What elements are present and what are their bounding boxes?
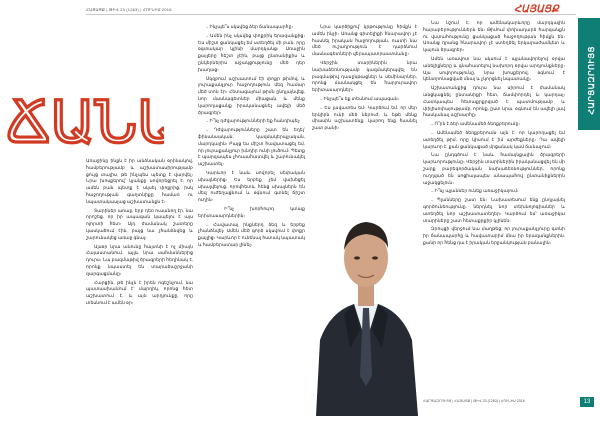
column-paragraph: – Ամենամեծ ձեռքբերումս այն է, որ կարողացել եմ ստեղծել թիմ, որը կիսում է իմ արժեքները։ Դա ավելի կարևոր է, քան ցանկացած մրցանակ կամ ճանաչում։	[423, 129, 565, 149]
article-column-4	[423, 20, 565, 400]
page-header	[86, 7, 576, 16]
column-paragraph: Այսօր նրա անունը հայտնի է ոչ միայն Հայաստանում, այլև նրա սահմաններից դուրս։ Նա բազմաթիվ ծրագրերի հեղինակ է, որոնք նպաստել են տարածաշրջանի զարգացմանը։	[86, 243, 193, 276]
page-number: 13	[580, 397, 594, 407]
column-paragraph: Կարևոր է նաև սովորել սեփական սխալներից։ Ես երբեք չեմ վախեցել սխալվելուց, որովհետև հենց սխալներն են մեզ ուժեղացնում և օգնում գտնել ճիշտ ուղին։	[198, 169, 305, 203]
header-text: ՀԱՅԱՑՔ | ԹԻՎ 23 (1263) | ՀՈՒՆԻՍ 2016	[86, 7, 172, 12]
column-paragraph: Նա նշում է, որ ամենակարևորը մարդկային հարաբերություններն են։ Թիմում փոխադարձ հարգանքն ու վստահությունը ցանկացած հաջողության հիմքն են։ Առանց դրանց հնարավոր չէ ստեղծել երկարաժամկետ և կայուն ծրագրեր։	[423, 20, 565, 53]
section-tab	[578, 18, 600, 130]
column-paragraph: – Ինչպե՞ս եք տեսնում ապագան։	[320, 95, 400, 101]
column-paragraph: Տարիներ առաջ, երբ դեռ ուսանող էր, նա որոշեց, որ իր ապագան կապելու է այս ոլորտի հետ։ Այդ ժամանակ շատերը կասկածում էին, բայց նա չհանձնվեց և շարունակեց առաջ գնալ։	[86, 207, 193, 240]
column-paragraph: Նրա կարծիքով՝ կրթությունը հիմքն է ամեն ինչի։ Առանց գիտելիքի հնարավոր չէ հասնել իրական հաջողության, ուստի նա մեծ ուշադրություն է դարձնում մասնագետների վերապատրաստմանը։	[312, 24, 417, 57]
magazine-logo: ՀԱՅԱՑՔ	[514, 4, 559, 15]
column-paragraph: Առաջինը ինքն է իր անձնական օրինակով, համբերությամբ և աշխատասիրությամբ ցույց տալիս, թե ինչպես պետք է վարվել։ Նրա խոսքերով՝ կյանքը սովորեցրել է, որ ամեն բան պետք է սկսել փոքրից, իսկ հաջողության գաղտնիքը համառ ու նպատակասլաց աշխատանքն է։	[86, 158, 193, 204]
article-column-2	[198, 24, 305, 416]
column-paragraph: Ամեն առավոտ նա սկսում է պլանավորելով օրվա անելիքները և գնահատելով նախորդ օրվա արդյունքները։ Այս սովորությունը, նրա խոսքերով, օգնում է կենտրոնացված մնալ և չկորցնել նպատակը։	[423, 55, 565, 82]
column-paragraph: Զրույցի վերջում նա մաղթեց, որ յուրաքանչյուրը գտնի իր ճանապարհը և հավատարիմ մնա իր երազանքներին, քանի որ հենց դա է իրական երջանկության բանալին։	[423, 226, 565, 245]
column-paragraph: – Դժվարությունները շատ են եղել՝ ֆինանսական, կազմակերպչական, մարդկային։ Բայց ես միշտ հավատացել եմ, որ յուրաքանչյուր խնդիր ունի լուծում։ Պետք է պարզապես չհուսահատվել և շարունակել աշխատել։	[198, 127, 305, 167]
section-tab-label: ՀԱՐՑԱԶՐՈՒՅՑ	[587, 46, 596, 115]
header-rule	[86, 14, 576, 15]
column-paragraph: Աշխատանքից դուրս նա սիրում է ժամանակ անցկացնել ընտանիքի հետ, ճամփորդել և կարդալ։ Հատկապես հետաքրքրված է պատմությամբ և փիլիսոփայությամբ, որոնք, ըստ նրա, օգնում են ավելի լավ հասկանալ աշխարհը։	[423, 85, 565, 118]
column-paragraph: – Ամեն ինչ սկսվեց փոքրիկ երազանքից։ Ես միշտ ցանկացել եմ ստեղծել մի բան, որը օգտակար կլինի մարդկանց։ Առաջին քայլերը հեշտ չէին, բայց ընտանիքիս և ընկերներիս աջակցությունը մեծ դեր խաղաց։	[198, 32, 305, 72]
column-paragraph: – Ի՞նչ դժվարությունների եք հանդիպել։	[206, 118, 301, 124]
column-paragraph: Սկզբում աշխատում էի փոքր թիմով, և յուրաքանչյուր հաջողություն մեզ համար մեծ տոն էր։ Հետագայում թիմն ընդլայնվեց, նոր մասնագետներ միացան, և մենք կարողացանք իրականացնել ավելի մեծ ծրագրեր։	[198, 75, 305, 115]
column-paragraph: Նա ընդգծում է նաև համայնքային ծրագրերի կարևորությունը։ Վերջին տարիներին իրականացվել են մի շարք բարեգործական նախաձեռնություններ, որոնք ուղղված են սոցիալապես անապահով ընտանիքներին աջակցելուն։	[423, 152, 565, 185]
column-paragraph: – Հավատալ ինքներդ ձեզ և երբեք չհանձնվել։ Ամեն մեծ գործ սկսվում է փոքր քայլից։ Կարևոր է ունենալ հստակ նպատակ և համբերատար լինել։	[198, 221, 305, 247]
portrait-photo	[310, 180, 422, 416]
page-footer: ՀԱՐՑԱԶՐՈՒՅՑ | ՀԱՅԱՑՔ | ԹԻՎ 23 (1263) | ՀՈՒՆԻՍ 2016	[423, 399, 525, 403]
column-paragraph: – Ի՞նչ խորհուրդ կտաք երիտասարդներին։	[198, 205, 305, 218]
column-paragraph: Հարցին, թե ինչն է իրեն ոգեշնչում, նա պատասխանում է՝ մարդիկ, որոնց հետ աշխատում է, և այն արդյունքը, որը տեսնում է ամեն օր։	[86, 279, 193, 305]
column-paragraph: – Ո՞րն է ձեր ամենամեծ ձեռքբերումը։	[431, 121, 521, 127]
column-paragraph: – Ի՞նչ պլաններ ունեք առաջիկայում։	[431, 188, 519, 194]
title-graphic	[4, 46, 164, 166]
column-paragraph: – Ինչպե՞ս սկսվեց ձեր ճանապարհը։	[206, 24, 294, 29]
title-text: ՃԱՆԱ	[6, 90, 164, 155]
column-paragraph: – Ես լավատես եմ։ Կարծում եմ, որ մեր երկիրն ունի մեծ ներուժ, և եթե մենք միասին աշխատենք, կարող ենք հասնել շատ բանի։	[312, 104, 417, 131]
column-paragraph: Վերջին տարիներին նրա նախաձեռնությամբ կազմակերպվել են բազմաթիվ դասընթացներ և սեմինարներ, որոնց մասնակցել են հարյուրավոր երիտասարդներ։	[312, 59, 417, 93]
portrait-illustration	[310, 180, 422, 416]
article-column-1	[86, 158, 193, 416]
column-paragraph: – Պլանները շատ են։ Նախատեսում ենք ընդլայնել գործունեությունը, ներդնել նոր տեխնոլոգիաներ և ստեղծել նոր աշխատատեղեր։ Կարծում եմ՝ առաջիկա տարիները շատ հետաքրքիր կլինեն։	[423, 197, 565, 223]
article-title	[4, 46, 164, 166]
